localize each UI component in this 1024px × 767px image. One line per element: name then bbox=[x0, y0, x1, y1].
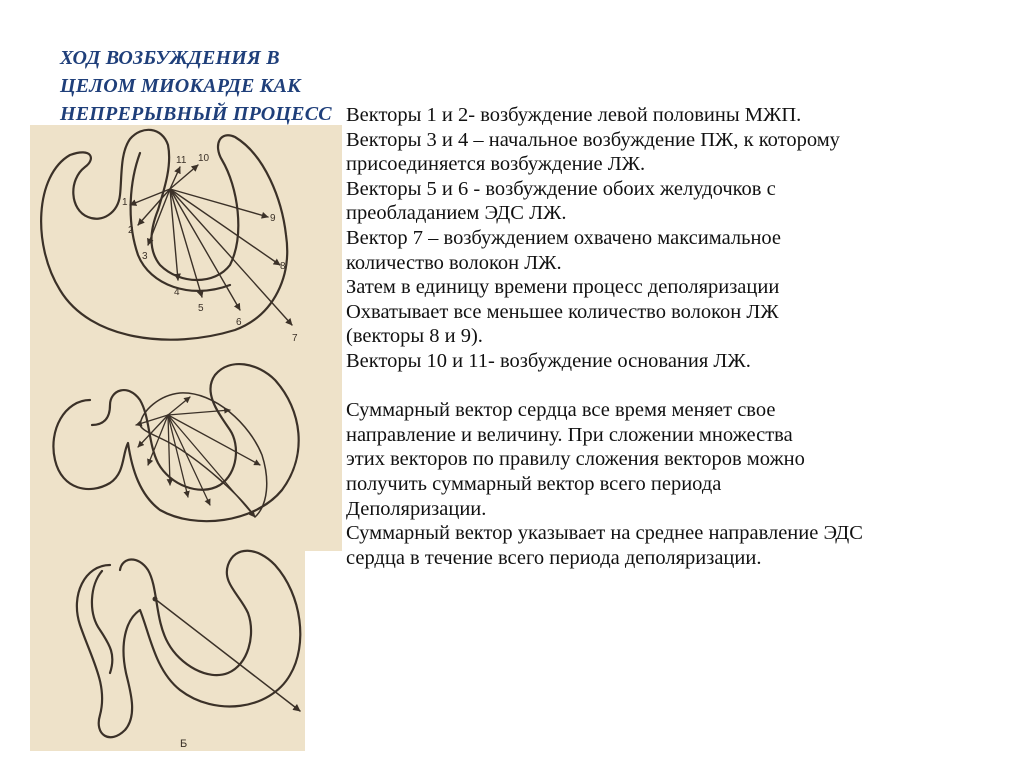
heart-top-outline bbox=[41, 130, 287, 340]
label-4: 4 bbox=[174, 287, 180, 298]
top-vectors bbox=[130, 165, 292, 325]
text-line: этих векторов по правилу сложения векторов можно bbox=[346, 448, 805, 471]
vector-3 bbox=[148, 189, 170, 245]
slide-title-line: ХОД ВОЗБУЖДЕНИЯ В bbox=[60, 47, 280, 69]
vector-10 bbox=[170, 165, 198, 189]
label-2: 2 bbox=[128, 225, 134, 236]
label-11: 11 bbox=[176, 155, 187, 166]
text-line: Вектор 7 – возбуждением охвачено максимальное bbox=[346, 226, 782, 249]
text-line: Векторы 10 и 11- возбуждение основания ЛЖ. bbox=[346, 349, 751, 372]
heart-top bbox=[41, 130, 298, 344]
text-line: Затем в единицу времени процесс деполяризации bbox=[346, 276, 780, 299]
label-8: 8 bbox=[280, 261, 286, 272]
heart-bottom bbox=[77, 551, 300, 737]
vector-8 bbox=[170, 189, 280, 265]
text-line: направление и величину. При сложении множества bbox=[346, 423, 793, 446]
text-line: Векторы 5 и 6 - возбуждение обоих желудочков с bbox=[346, 177, 776, 200]
vector-9 bbox=[170, 189, 268, 217]
vector-11 bbox=[170, 167, 180, 189]
text-line: Векторы 3 и 4 – начальное возбуждение ПЖ, к которому bbox=[346, 128, 840, 151]
text-line: Суммарный вектор сердца все время меняет свое bbox=[346, 399, 776, 422]
text-line: Векторы 1 и 2- возбуждение левой половины МЖП. bbox=[346, 104, 802, 126]
label-10: 10 bbox=[198, 153, 210, 164]
text-line: присоединяется возбуждение ЛЖ. bbox=[346, 153, 646, 176]
text-line: сердца в течение всего периода деполяризации. bbox=[346, 546, 762, 569]
text-line: количество волокон ЛЖ. bbox=[346, 251, 562, 274]
text-line: Охватывает все меньшее количество волокон ЛЖ bbox=[346, 300, 779, 323]
heart-bottom-outline bbox=[77, 551, 300, 737]
explanation-text bbox=[346, 103, 1010, 570]
slide-title bbox=[60, 44, 390, 128]
heart-bottom-inner bbox=[92, 571, 112, 673]
label-7: 7 bbox=[292, 333, 298, 344]
label-1: 1 bbox=[122, 197, 128, 208]
label-9: 9 bbox=[270, 213, 276, 224]
text-line: (векторы 8 и 9). bbox=[346, 325, 483, 348]
label-6: 6 bbox=[236, 317, 242, 328]
text-line: Суммарный вектор указывает на среднее направление ЭДС bbox=[346, 522, 863, 545]
text-line: преобладанием ЭДС ЛЖ. bbox=[346, 202, 567, 225]
heart-vector-diagram bbox=[30, 125, 342, 751]
heart-middle bbox=[53, 364, 298, 521]
bottom-figure-label: Б bbox=[180, 738, 188, 750]
label-5: 5 bbox=[198, 303, 204, 314]
slide-title-line: НЕПРЕРЫВНЫЙ ПРОЦЕСС bbox=[60, 103, 332, 125]
paragraph-gap bbox=[346, 374, 1010, 399]
text-line: получить суммарный вектор всего периода bbox=[346, 472, 722, 495]
label-3: 3 bbox=[142, 251, 148, 262]
vector-7 bbox=[170, 189, 292, 325]
heart-middle-outline bbox=[53, 364, 298, 521]
text-line: Деполяризации. bbox=[346, 497, 487, 520]
slide-title-line: ЦЕЛОМ МИОКАРДЕ КАК bbox=[60, 75, 301, 97]
